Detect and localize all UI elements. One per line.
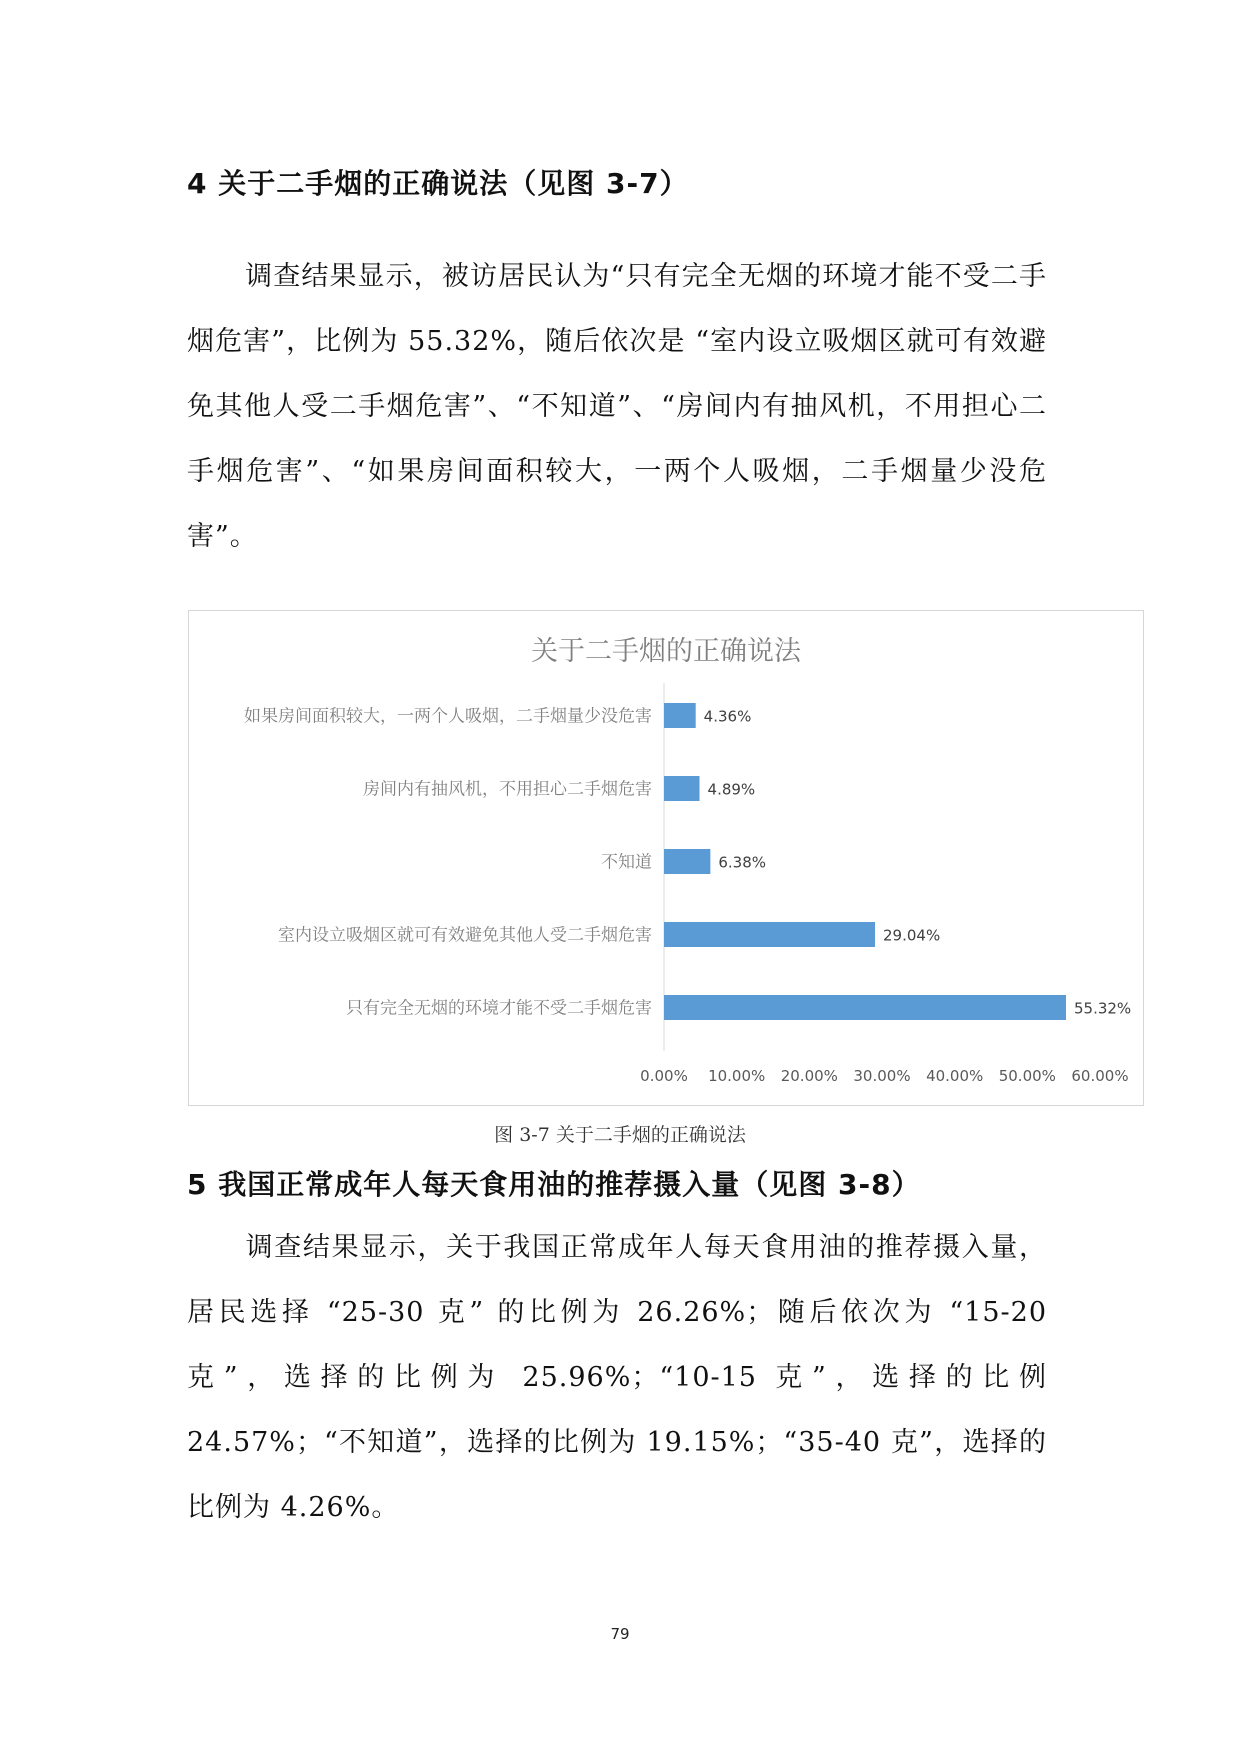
category-label: 室内设立吸烟区就可有效避免其他人受二手烟危害 <box>278 925 652 946</box>
x-tick-label: 10.00% <box>708 1067 766 1085</box>
category-label: 如果房间面积较大，一两个人吸烟，二手烟量少没危害 <box>244 706 652 727</box>
section-heading-5: 5 我国正常成年人每天食用油的推荐摄入量（见图 3-8） <box>187 1168 921 1201</box>
figure-caption: 图 3-7 关于二手烟的正确说法 <box>494 1124 746 1146</box>
section-paragraph-5 <box>187 1215 1047 1540</box>
page-number: 79 <box>610 1625 630 1643</box>
paragraph-text: 调查结果显示，被访居民认为“只有完全无烟的环境才能不受二手烟危害”，比例为 55.32%，随后依次是 “室内设立吸烟区就可有效避免其他人受二手烟危害”、“不知道”、“房间内有抽风机，不用担心二手烟危害”、“如果房间面积较大，一两个人吸烟，二手烟量少没危害”。 <box>187 261 1047 552</box>
data-label: 55.32% <box>1073 999 1132 1018</box>
bar <box>664 703 696 728</box>
bar <box>664 776 700 801</box>
data-label: 4.89% <box>707 780 756 799</box>
x-tick-label: 20.00% <box>780 1067 838 1085</box>
x-tick-label: 30.00% <box>853 1067 911 1085</box>
category-label: 房间内有抽风机，不用担心二手烟危害 <box>363 779 652 800</box>
category-label: 只有完全无烟的环境才能不受二手烟危害 <box>346 998 652 1019</box>
chart-plot-area <box>189 611 1143 1105</box>
section-heading-4: 4 关于二手烟的正确说法（见图 3-7） <box>187 167 689 200</box>
data-label: 29.04% <box>883 926 941 945</box>
x-tick-label: 50.00% <box>998 1067 1056 1085</box>
data-label: 4.36% <box>703 707 752 726</box>
x-tick-label: 40.00% <box>926 1067 984 1085</box>
bar <box>664 922 875 947</box>
data-label: 6.38% <box>718 853 767 872</box>
paragraph-text: 调查结果显示，关于我国正常成年人每天食用油的推荐摄入量，居民选择 “25-30 克” 的比例为 26.26%；随后依次为 “15-20 克”，选择的比例为 25.96%；“10-15 克”，选择的比例 24.57%；“不知道”，选择的比例为 19.15%；“35-40 克”，选择的比例为 4.26%。 <box>187 1232 1047 1523</box>
x-tick-label: 60.00% <box>1071 1067 1129 1085</box>
bar <box>664 849 710 874</box>
x-tick-label: 0.00% <box>640 1067 688 1085</box>
section-paragraph-4 <box>187 244 1047 569</box>
bar-chart <box>188 610 1144 1106</box>
category-label: 不知道 <box>601 852 652 873</box>
bar <box>664 995 1066 1020</box>
chart-title: 关于二手烟的正确说法 <box>531 636 801 667</box>
